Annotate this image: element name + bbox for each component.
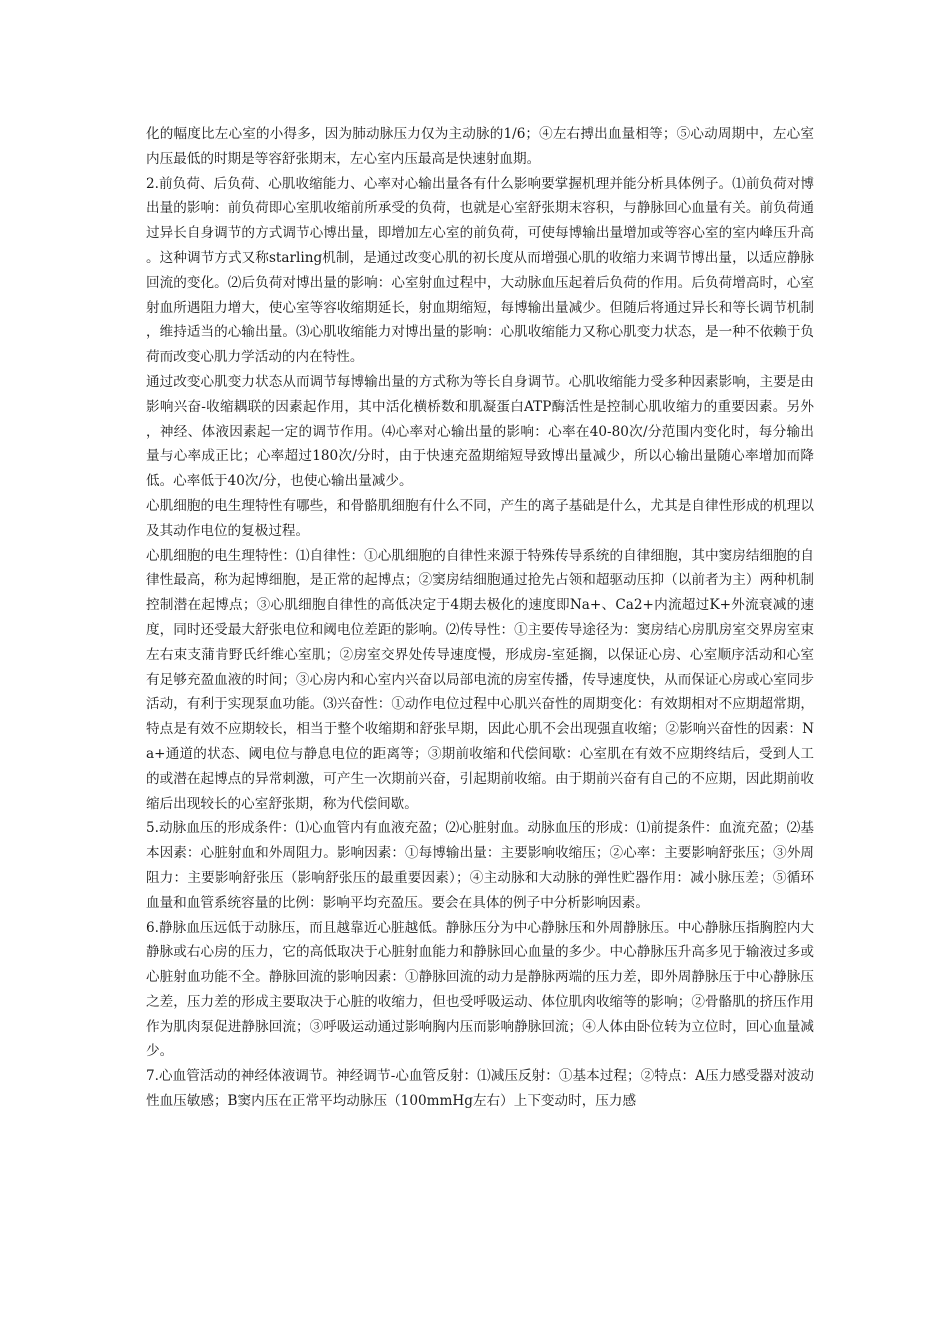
paragraph-item-2: 2.前负荷、后负荷、心肌收缩能力、心率对心输出量各有什么影响要掌握机理并能分析具体例子。⑴前负荷对博出量的影响：前负荷即心室肌收缩前所承受的负荷，也就是心室舒张期末容积，与静脉回心血量有关。前负荷通过异长自身调节的方式调节心博出量，即增加左心室的前负荷，可使每博输出量增加或等容心室的室内峰压升高。这种调节方式又称starling机制，是通过改变心肌的初长度从而增强心肌的收缩力来调节博出量，以适应静脉回流的变化。⑵后负荷对博出量的影响：心室射血过程中，大动脉血压起着后负荷的作用。后负荷增高时，心室射血所遇阻力增大，使心室等容收缩期延长，射血期缩短，每博输出量减少。但随后将通过异长和等长调节机制，维持适当的心输出量。⑶心肌收缩能力对博出量的影响：心肌收缩能力又称心肌变力状态，是一种不依赖于负荷而改变心肌力学活动的内在特性。 — [146, 175, 814, 366]
document-body — [146, 122, 814, 1114]
paragraph-item-7: 7.心血管活动的神经体液调节。神经调节-心血管反射：⑴减压反射：①基本过程；②特点：A压力感受器对波动性血压敏感；B窦内压在正常平均动脉压（100mmHg左右）上下变动时，压力感 — [146, 1068, 814, 1110]
paragraph-continuation: 化的幅度比左心室的小得多，因为肺动脉压力仅为主动脉的1/6；④左右搏出血量相等；⑤心动周期中，左心室内压最低的时期是等容舒张期末，左心室内压最高是快速射血期。 — [146, 126, 814, 167]
paragraph-item-6: 6.静脉血压远低于动脉压，而且越靠近心脏越低。静脉压分为中心静脉压和外周静脉压。中心静脉压指胸腔内大静脉或右心房的压力，它的高低取决于心脏射血能力和静脉回心血量的多少。中心静脉压升高多见于输液过多或心脏射血功能不全。静脉回流的影响因素：①静脉回流的动力是静脉两端的压力差，即外周静脉压于中心静脉压之差，压力差的形成主要取决于心脏的收缩力，但也受呼吸运动、体位肌肉收缩等的影响；②骨骼肌的挤压作用作为肌肉泵促进静脉回流；③呼吸运动通过影响胸内压而影响静脉回流；④人体由卧位转为立位时，回心血量减少。 — [146, 919, 814, 1060]
paragraph-electrophysiology: 心肌细胞的电生理特性：⑴自律性：①心肌细胞的自律性来源于特殊传导系统的自律细胞，其中窦房结细胞的自律性最高，称为起博细胞，是正常的起博点；②窦房结细胞通过抢先占领和超驱动压抑（以前者为主）两种机制控制潜在起博点；③心肌细胞自律性的高低决定于4期去极化的速度即Na+、Ca2+内流超过K+外流衰减的速度，同时还受最大舒张电位和阈电位差距的影响。⑵传导性：①主要传导途径为：窦房结心房肌房室交界房室束左右束支蒲肯野氏纤维心室肌；②房室交界处传导速度慢，形成房-室延搁，以保证心房、心室顺序活动和心室有足够充盈血液的时间；③心房内和心室内兴奋以局部电流的房室传播，传导速度快，从而保证心房或心室同步活动，有利于实现泵血功能。⑶兴奋性：①动作电位过程中心肌兴奋性的周期变化：有效期相对不应期超常期，特点是有效不应期较长，相当于整个收缩期和舒张早期，因此心肌不会出现强直收缩；②影响兴奋性的因素：Na+通道的状态、阈电位与静息电位的距离等；③期前收缩和代偿间歇：心室肌在有效不应期终结后，受到人工的或潜在起博点的异常刺激，可产生一次期前兴奋，引起期前收缩。由于期前兴奋有自己的不应期，因此期前收缩后出现较长的心室舒张期，称为代偿间歇。 — [146, 547, 814, 812]
paragraph-isometric-regulation: 通过改变心肌变力状态从而调节每博输出量的方式称为等长自身调节。心肌收缩能力受多种因素影响，主要是由影响兴奋-收缩耦联的因素起作用，其中活化横桥数和肌凝蛋白ATP酶活性是控制心肌收缩力的重要因素。另外，神经、体液因素起一定的调节作用。⑷心率对心输出量的影响：心率在40-80次/分范围内变化时，每分输出量与心率成正比；心率超过180次/分时，由于快速充盈期缩短导致博出量减少，所以心输出量随心率增加而降低。心率低于40次/分，也使心输出量减少。 — [146, 373, 814, 490]
paragraph-item-5: 5.动脉血压的形成条件：⑴心血管内有血液充盈；⑵心脏射血。动脉血压的形成：⑴前提条件：血流充盈；⑵基本因素：心脏射血和外周阻力。影响因素：①每博输出量：主要影响收缩压；②心率：主要影响舒张压；③外周阻力：主要影响舒张压（影响舒张压的最重要因素）；④主动脉和大动脉的弹性贮器作用：减小脉压差；⑤循环血量和血管系统容量的比例：影响平均充盈压。要会在具体的例子中分析影响因素。 — [146, 820, 814, 911]
paragraph-question-electrophysiology: 心肌细胞的电生理特性有哪些，和骨骼肌细胞有什么不同，产生的离子基础是什么，尤其是自律性形成的机理以及其动作电位的复极过程。 — [146, 497, 814, 539]
